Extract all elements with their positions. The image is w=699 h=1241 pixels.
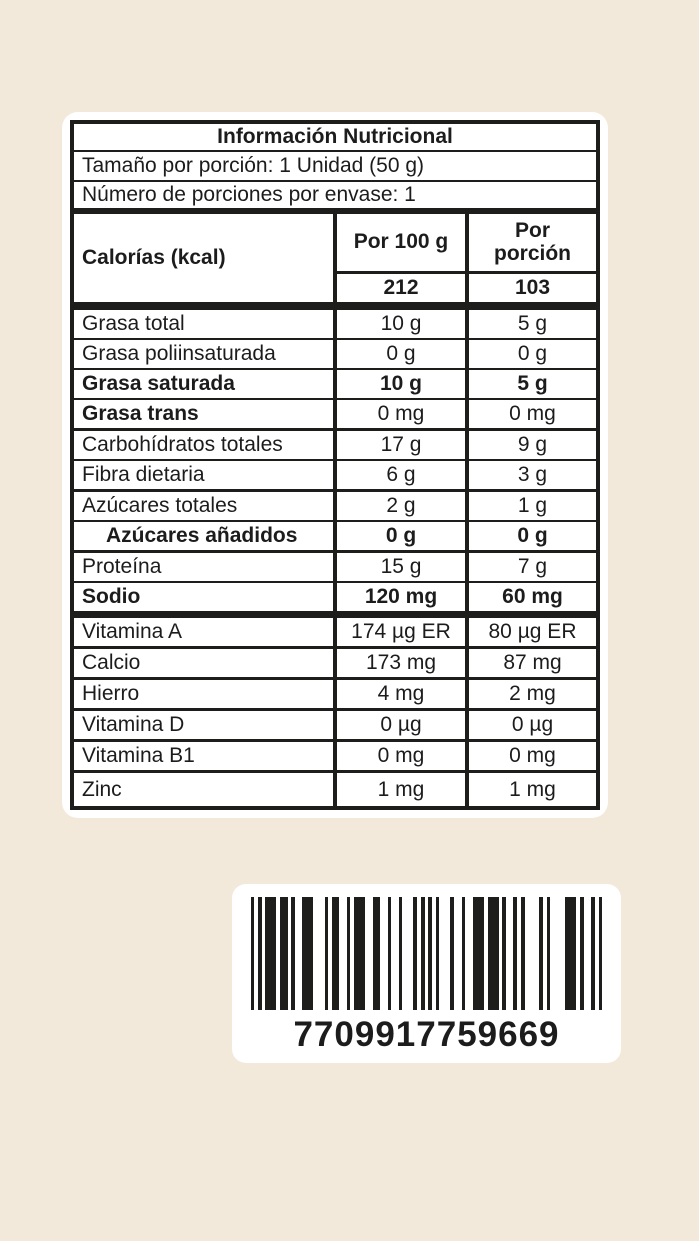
vitamin-per-portion-value: 2 mg: [465, 680, 596, 708]
nutrient-name: Grasa poliinsaturada: [82, 342, 276, 365]
vitamin-name: Calcio: [82, 651, 141, 674]
nutrient-per-portion-value: 9 g: [465, 431, 596, 459]
nutrient-row: [74, 459, 596, 489]
nutrient-per-100g-value: 6 g: [333, 461, 465, 489]
nutrient-row: [74, 550, 596, 581]
barcode-card: [232, 884, 621, 1063]
nutrient-per-portion-value: 5 g: [465, 370, 596, 398]
vitamin-per-100g-value: 174 µg ER: [333, 618, 465, 646]
calories-label: Calorías (kcal): [82, 246, 226, 269]
vitamin-name: Vitamina A: [82, 620, 183, 643]
nutrient-per-100g-value: 0 g: [333, 340, 465, 368]
nutrient-per-100g-value: 0 mg: [333, 400, 465, 428]
vitamin-name: Hierro: [82, 682, 140, 705]
nutrient-row: [74, 308, 596, 338]
nutrition-table: [70, 120, 600, 810]
nutrient-per-100g-value: 17 g: [333, 431, 465, 459]
serving-size-row: Tamaño por porción: 1 Unidad (50 g): [74, 152, 596, 182]
vitamin-row: [74, 739, 596, 770]
nutrient-per-100g-value: 15 g: [333, 553, 465, 581]
vitamin-per-portion-value: 87 mg: [465, 649, 596, 677]
nutrient-per-portion-value: 1 g: [465, 492, 596, 520]
servings-per-container-row: Número de porciones por envase: 1: [74, 182, 596, 214]
column-header-per-portion-text: Por porción: [494, 219, 571, 265]
nutrient-per-100g-value: 0 g: [333, 522, 465, 550]
vitamin-per-portion-value: 80 µg ER: [465, 618, 596, 646]
barcode-bar: [599, 897, 603, 1010]
nutrient-per-portion-value: 5 g: [465, 310, 596, 338]
vitamin-name: Vitamina D: [82, 713, 185, 736]
nutrient-per-portion-value: 0 g: [465, 522, 596, 550]
nutrient-per-100g-value: 10 g: [333, 310, 465, 338]
column-header-per-100g: Por 100 g: [333, 214, 465, 271]
nutrient-row: [74, 428, 596, 459]
vitamin-per-100g-value: 4 mg: [333, 680, 465, 708]
vitamin-mineral-rows: [74, 611, 596, 806]
nutrient-name: Carbohídratos totales: [82, 433, 283, 456]
nutrient-row: [74, 338, 596, 368]
vitamin-row: [74, 677, 596, 708]
nutrient-per-portion-value: 3 g: [465, 461, 596, 489]
calories-per-portion-value: 103: [465, 271, 596, 302]
nutrient-row: [74, 489, 596, 520]
nutrient-row: [74, 368, 596, 398]
nutrition-facts-card: [62, 112, 608, 818]
vitamin-row: [74, 615, 596, 646]
nutrition-title: Información Nutricional: [74, 124, 596, 152]
vitamin-per-100g-value: 0 mg: [333, 742, 465, 770]
vitamin-row: [74, 770, 596, 806]
calories-per-100g-value: 212: [333, 271, 465, 302]
vitamin-per-portion-value: 0 µg: [465, 711, 596, 739]
nutrient-name: Grasa saturada: [82, 372, 235, 395]
nutrient-row: [74, 398, 596, 428]
vitamin-per-portion-value: 0 mg: [465, 742, 596, 770]
column-header-per-portion: [465, 214, 596, 271]
calories-section: [74, 214, 596, 308]
nutrient-rows: [74, 308, 596, 611]
barcode-number: 7709917759669: [293, 1015, 560, 1054]
nutrient-name: Azúcares totales: [82, 494, 238, 517]
vitamin-row: [74, 708, 596, 739]
nutrient-per-portion-value: 0 mg: [465, 400, 596, 428]
nutrient-name: Fibra dietaria: [82, 463, 205, 486]
vitamin-per-100g-value: 1 mg: [333, 773, 465, 806]
vitamin-per-100g-value: 0 µg: [333, 711, 465, 739]
vitamin-name: Zinc: [82, 777, 122, 801]
nutrient-row: [74, 581, 596, 611]
nutrient-per-100g-value: 120 mg: [333, 583, 465, 611]
vitamin-row: [74, 646, 596, 677]
nutrient-row: [74, 520, 596, 550]
nutrient-per-portion-value: 0 g: [465, 340, 596, 368]
vitamin-name: Vitamina B1: [82, 744, 195, 767]
nutrient-per-portion-value: 7 g: [465, 553, 596, 581]
nutrient-name: Grasa trans: [82, 402, 199, 425]
nutrient-per-100g-value: 10 g: [333, 370, 465, 398]
vitamin-per-100g-value: 173 mg: [333, 649, 465, 677]
nutrient-name: Sodio: [82, 585, 141, 608]
barcode-bars: [251, 897, 603, 1010]
nutrient-per-100g-value: 2 g: [333, 492, 465, 520]
nutrient-per-portion-value: 60 mg: [465, 583, 596, 611]
nutrient-name: Proteína: [82, 555, 162, 578]
nutrient-name: Azúcares añadidos: [106, 524, 298, 547]
vitamin-per-portion-value: 1 mg: [465, 773, 596, 806]
nutrient-name: Grasa total: [82, 312, 185, 335]
